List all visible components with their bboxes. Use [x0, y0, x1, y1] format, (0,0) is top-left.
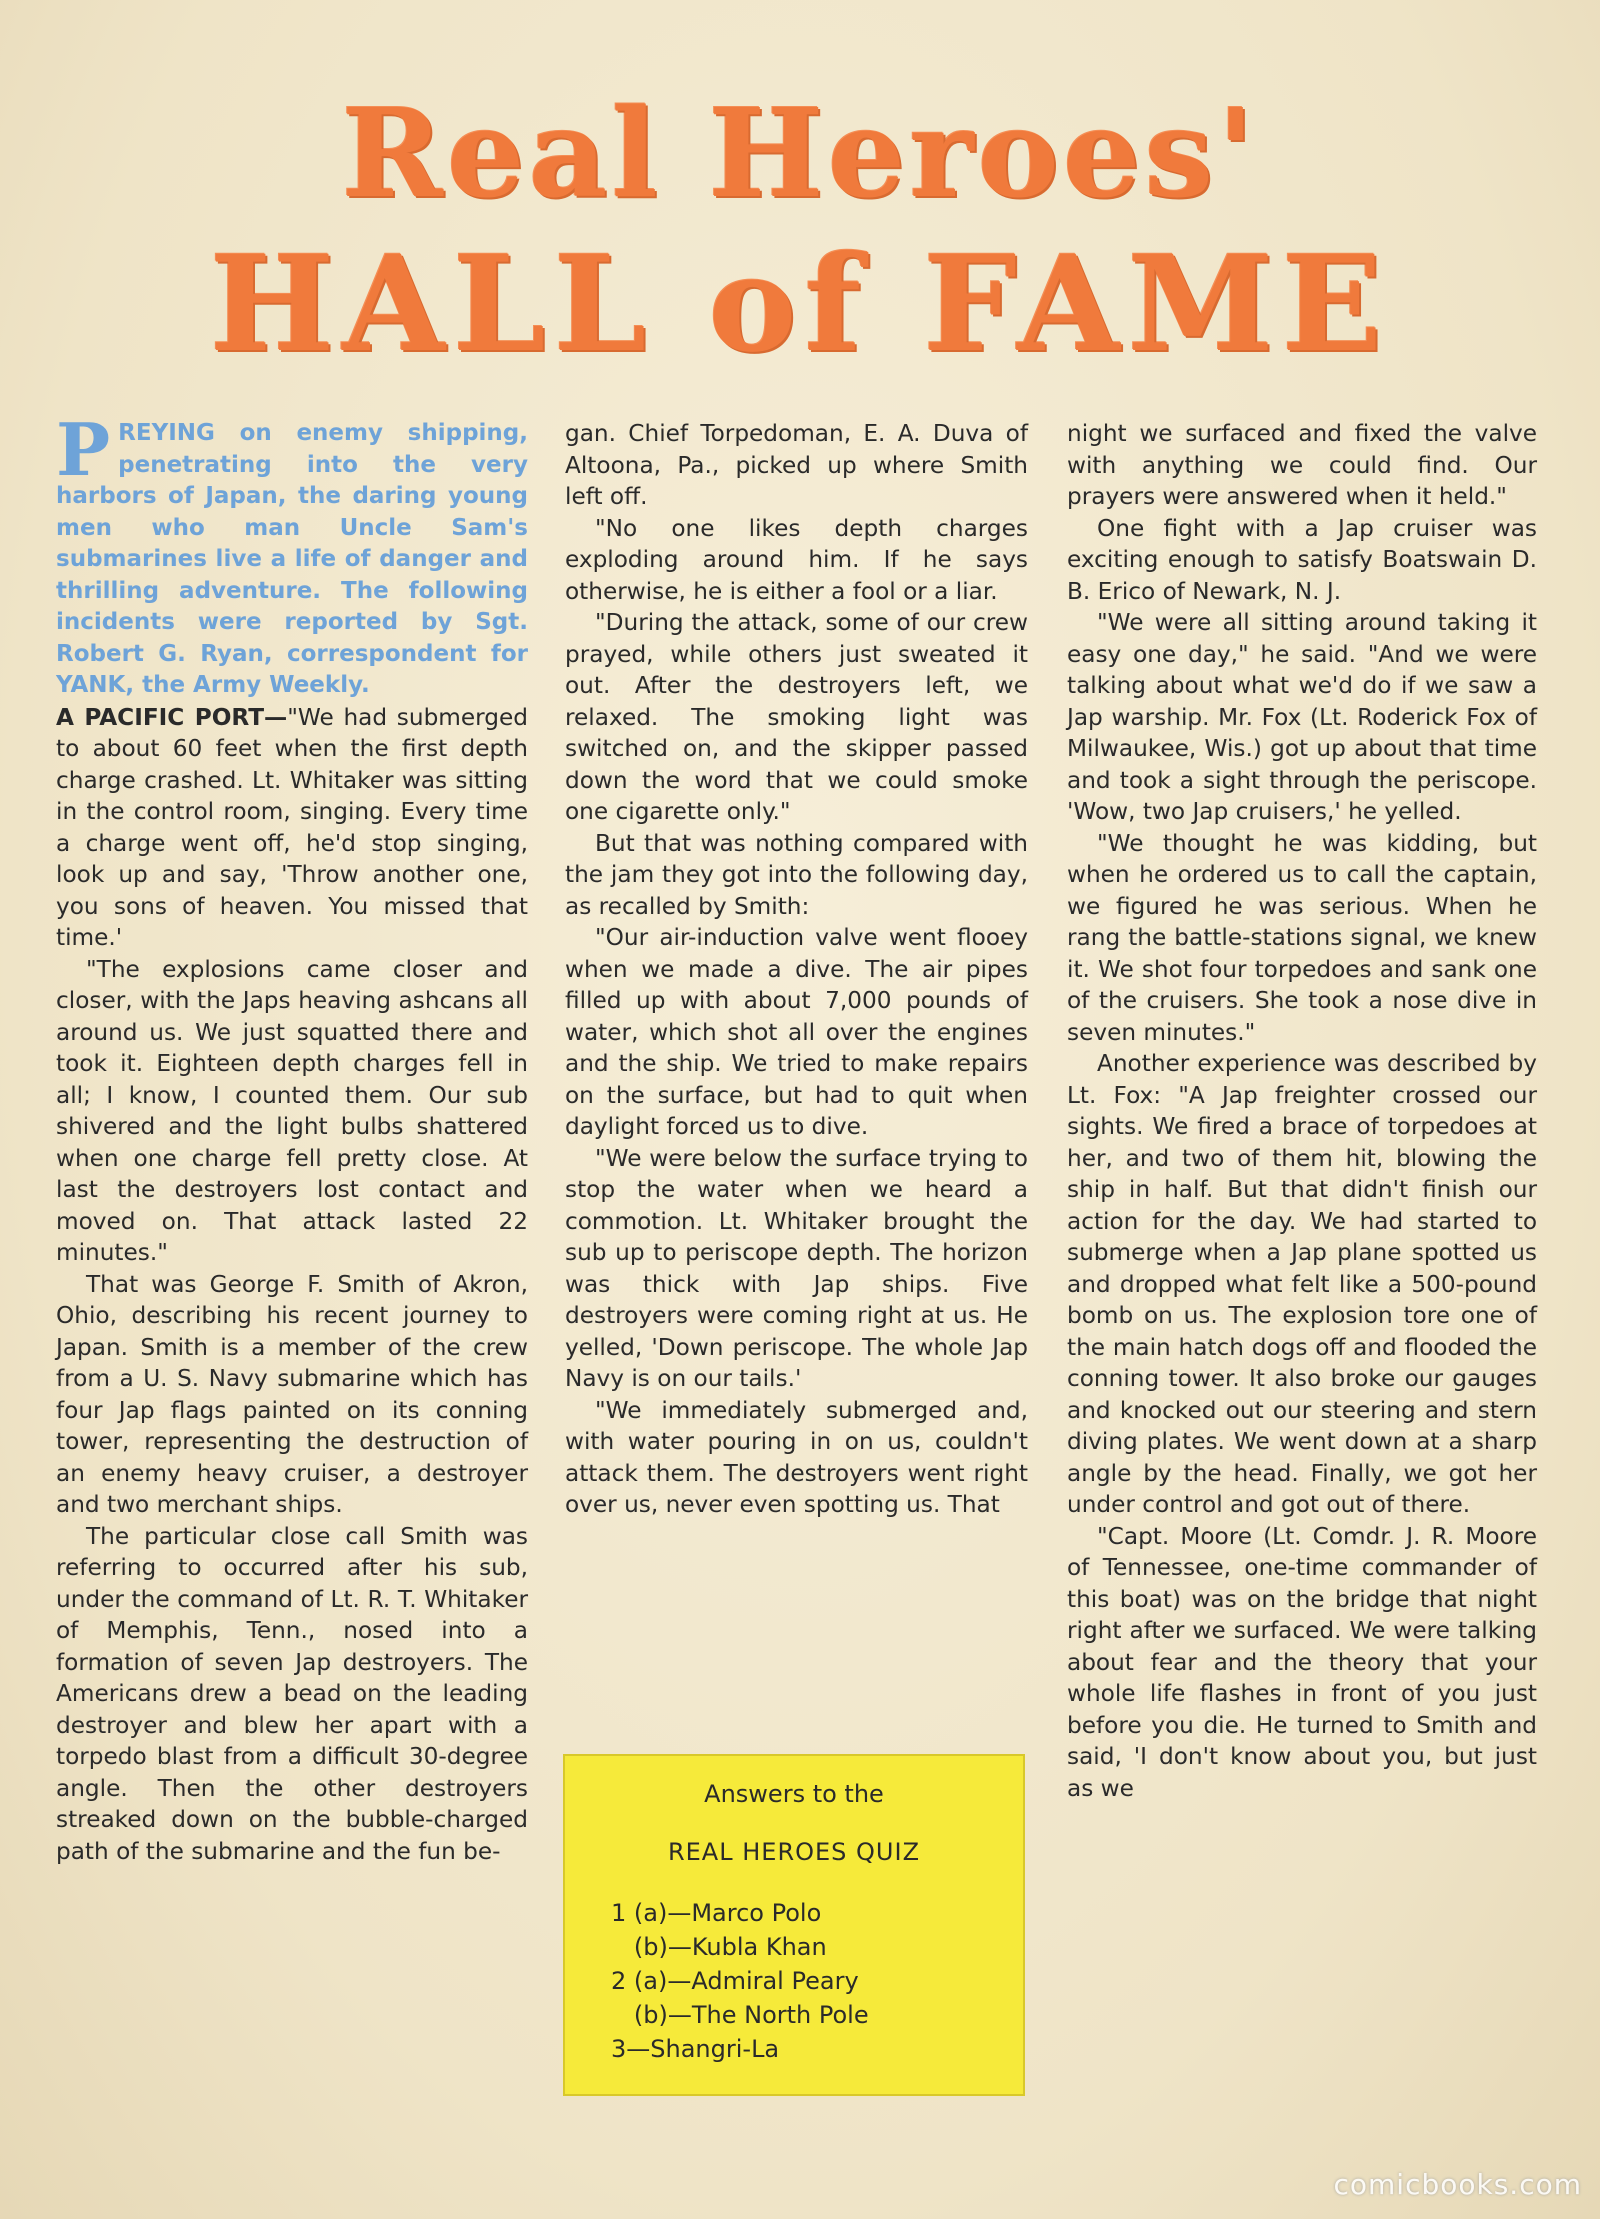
intro-text: REYING on enemy shipping, penetrating into the very harbors of Japan, the daring young men who man Uncle Sam's submarines live a life of danger and thrilling adventure. The following incidents were reported by Sgt. Robert G. Ryan, correspondent for YANK, the Army Weekly. — [56, 420, 528, 698]
paragraph: "Our air-induction valve went flooey when we made a dive. The air pipes filled up with about 7,000 pounds of water, which shot all over the engines and the ship. We tried to make repairs on the surface, but had to quit when daylight forced us to dive. — [565, 924, 1028, 1140]
paragraph: gan. Chief Torpedoman, E. A. Duva of Altoona, Pa., picked up where Smith left off. — [565, 420, 1028, 510]
quiz-title: REAL HEROES QUIZ — [667, 1838, 921, 1866]
answer-item: 2 (a)—Admiral Peary — [611, 1967, 859, 1995]
paragraph: "No one likes depth charges exploding around him. If he says otherwise, he is either a fool or a liar. — [565, 514, 1028, 605]
paragraph: Another experience was described by Lt. Fox: "A Jap freighter crossed our sights. We fired a brace of torpedoes at her, and two of them hit, blowing the ship in half. But that didn't finish our action for the day. We had started to submerge when a Jap plane spotted us and dropped what felt like a 500-pound bomb on us. The explosion tore one of the main hatch dogs off and flooded the conning tower. It also broke our gauges and knocked out our steering and stern diving plates. We went down at a sharp angle by the head. Finally, we got her under control and got out of there. — [1067, 1050, 1537, 1518]
paragraph: "We were all sitting around taking it easy one day," he said. "And we were talking about what we'd do if we saw a Jap warship. Mr. Fox (Lt. Roderick Fox of Milwaukee, Wis.) got up about that time and took a sight through the periscope. 'Wow, two Jap cruisers,' he yelled. — [1067, 609, 1537, 825]
paragraph: One fight with a Jap cruiser was exciting enough to satisfy Boatswain D. B. Erico of Newark, N. J. — [1067, 514, 1537, 605]
title-line-2: HALL of FAME — [209, 227, 1391, 382]
column-3 — [1067, 418, 1537, 1804]
paragraph: "The explosions came closer and closer, with the Japs heaving ashcans all around us. We just squatted there and took it. Eighteen depth charges fell in all; I know, I counted them. Our sub shivered and the light bulbs shattered when one charge fell pretty close. At last the destroyers lost contact and moved on. That attack lasted 22 minutes." — [56, 955, 528, 1266]
column-2 — [565, 418, 1028, 1521]
answer-item: 3—Shangri-La — [611, 2035, 780, 2063]
paragraph: "Capt. Moore (Lt. Comdr. J. R. Moore of Tennessee, one-time commander of this boat) was on the bridge that night right after we surfaced. We were talking about fear and the theory that your whole life flashes in front of you just before you die. He turned to Smith and said, 'I don't know about you, but just as we — [1067, 1522, 1537, 1802]
answer-item: (b)—The North Pole — [611, 2001, 869, 2029]
paragraph-text: "We had submerged to about 60 feet when the first depth charge crashed. Lt. Whitaker was sitting in the control room, singing. Every time a charge went off, he'd stop singing, look up and say, 'Throw another one, you sons of heaven. You missed that time.' — [56, 703, 528, 951]
dateline: A PACIFIC PORT— — [56, 703, 288, 731]
paragraph: But that was nothing compared with the jam they got into the following day, as recalled by Smith: — [565, 829, 1028, 920]
quiz-answers-box — [563, 1754, 1025, 2096]
paragraph: The particular close call Smith was referring to occurred after his sub, under the command of Lt. R. T. Whitaker of Memphis, Tenn., nosed into a formation of seven Jap destroyers. The Americans drew a bead on the leading destroyer and blew her apart with a torpedo blast from a difficult 30-degree angle. Then the other destroyers streaked down on the bubble-charged path of the submarine and the fun be- — [56, 1522, 528, 1865]
watermark: comicbooks.com — [1333, 2168, 1582, 2201]
paragraph: "We immediately submerged and, with water pouring in on us, couldn't attack them. The destroyers went right over us, never even spotting us. That — [565, 1396, 1028, 1518]
answers-list — [611, 1896, 869, 2066]
intro-paragraph — [56, 407, 528, 702]
drop-cap: P — [56, 407, 111, 492]
paragraph: That was George F. Smith of Akron, Ohio, describing his recent journey to Japan. Smith is a member of the crew from a U. S. Navy submarine which has four Jap flags painted on its conning tower, representing the destruction of an enemy heavy cruiser, a destroyer and two merchant ships. — [56, 1270, 528, 1518]
paragraph: "During the attack, some of our crew prayed, while others just sweated it out. After the destroyers left, we relaxed. The smoking light was switched on, and the skipper passed down the word that we could smoke one cigarette only." — [565, 609, 1028, 825]
paragraph: "We were below the surface trying to stop the water when we heard a commotion. Lt. Whitaker brought the sub up to periscope depth. The horizon was thick with Jap ships. Five destroyers were coming right at us. He yelled, 'Down periscope. The whole Jap Navy is on our tails.' — [565, 1144, 1028, 1392]
title-line-1: Real Heroes' — [341, 81, 1259, 225]
paragraph: night we surfaced and fixed the valve with anything we could find. Our prayers were answered when it held." — [1067, 420, 1537, 510]
paragraph: "We thought he was kidding, but when he ordered us to call the captain, we figured he was serious. When he rang the battle-stations signal, we knew it. We shot four torpedoes and sank one of the cruisers. She took a nose dive in seven minutes." — [1067, 829, 1537, 1046]
answer-item: 1 (a)—Marco Polo — [611, 1899, 822, 1927]
answers-heading: Answers to the — [704, 1780, 884, 1808]
paragraph — [56, 702, 528, 954]
column-1 — [56, 407, 528, 1867]
answer-item: (b)—Kubla Khan — [611, 1933, 827, 1961]
